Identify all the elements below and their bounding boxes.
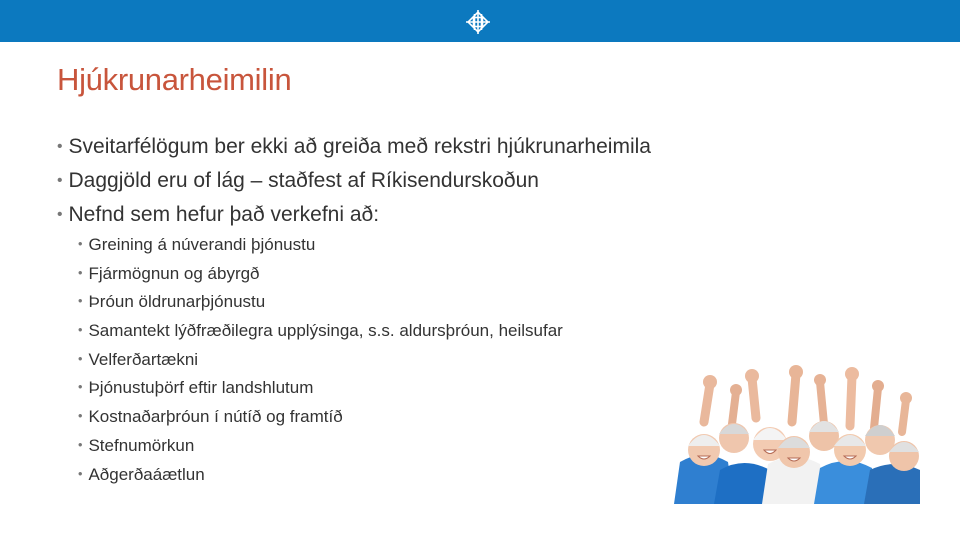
- bullet-icon: •: [78, 264, 83, 280]
- list-item: • Daggjöld eru of lág – staðfest af Ríkisendurskoðun: [57, 169, 539, 192]
- bullet-icon: •: [57, 172, 63, 189]
- knot-logo-icon: [462, 6, 494, 38]
- bullet-icon: •: [78, 350, 83, 366]
- sub-bullet-list: [78, 231, 563, 489]
- list-item: • Þjónustuþörf eftir landshlutum: [78, 378, 314, 398]
- top-bar: [0, 0, 960, 42]
- list-item: • Þróun öldrunarþjónustu: [78, 292, 266, 312]
- bullet-icon: •: [78, 465, 83, 481]
- bullet-icon: •: [57, 138, 63, 155]
- bullet-icon: •: [78, 379, 83, 395]
- cheering-elderly-people-photo: [674, 352, 920, 504]
- bullet-icon: •: [78, 322, 83, 338]
- bullet-icon: •: [78, 236, 83, 251]
- main-bullet-list: [57, 130, 651, 232]
- bullet-icon: •: [78, 436, 83, 452]
- list-item: • Greining á núverandi þjónustu: [78, 235, 316, 254]
- list-item: • Nefnd sem hefur það verkefni að:: [57, 203, 380, 226]
- slide-title: Hjúkrunarheimilin: [57, 62, 292, 97]
- list-item: • Velferðartækni: [78, 349, 199, 369]
- list-item: • Samantekt lýðfræðilegra upplýsinga, s.s. aldursþróun, heilsufar: [78, 321, 563, 341]
- list-item: • Aðgerðaáætlun: [78, 464, 205, 484]
- list-item: • Sveitarfélögum ber ekki að greiða með rekstri hjúkrunarheimila: [57, 135, 651, 158]
- list-item: • Kostnaðarþróun í nútíð og framtíð: [78, 407, 343, 427]
- list-item: • Stefnumörkun: [78, 435, 195, 455]
- list-item: • Fjármögnun og ábyrgð: [78, 263, 260, 283]
- bullet-icon: •: [57, 206, 63, 223]
- bullet-icon: •: [78, 293, 83, 309]
- bullet-icon: •: [78, 408, 83, 424]
